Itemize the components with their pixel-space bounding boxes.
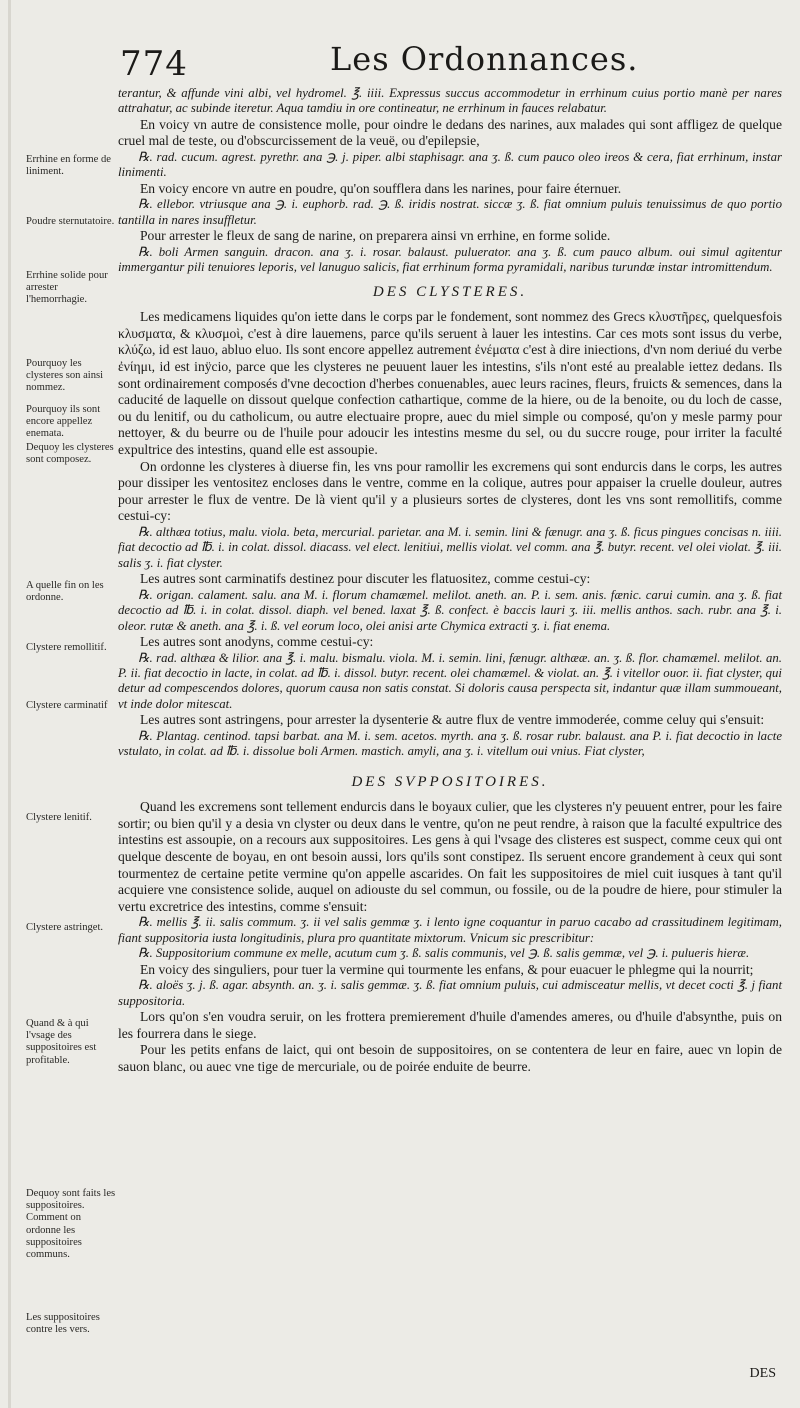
paragraph-vers: En voicy des singuliers, pour tuer la vermine qui tourmente les enfans, & pour euacuer le phlegme qui la nourrit;: [140, 961, 754, 977]
page-number: 774: [120, 44, 188, 84]
prescription-carminatif: ℞. origan. calament. salu. ana M. i. florum chamæmel. melilot. aneth. an. P. i. sem. anis. fænic. carui cumin. ana ʒ. ß. fiat decoctio ad ℔. i. in colat. dissol. diaph. vel bened. laxat ℥. ß. confect. è baccis lauri ʒ. iii. mellis anthos. sach. rubr. ana ℥. i. oleor. rutæ & aneth. ana ℥. i. ß. vel eorum loco, olei anisi arte Chymica extracti ʒ. i. fiat enema.: [118, 587, 782, 633]
prescription-suppositoire-commun: ℞. Suppositorium commune ex melle, acutum cum ʒ. ß. salis communis, vel ℈. ß. salis gemmæ, vel ℈. i. pulueris hieræ.: [138, 946, 750, 961]
margin-note-composez: Dequoy les clysteres sont composez.: [26, 442, 114, 466]
prescription-astringens: ℞. Plantag. centinod. tapsi barbat. ana M. i. sem. acetos. myrth. ana ʒ. ß. rosar rubr. balaust. ana P. i. fiat decoctio in lacte vstulato, in colat. ad ℔. i. dissolue boli Armen. mastich. amyli, ana ʒ. i. vitellum oui vnius. Fiat clyster,: [118, 728, 782, 759]
margin-note-lenitif: Clystere lenitif.: [26, 812, 92, 823]
continued-prescription: terantur, & affunde vini albi, vel hydromel. ℥. iiii. Expressus succus accommodetur in errhinum cuius portio manè per nares attrahatur, ac subinde iteretur. Aqua tamdiu in ore contineatur, ne errhinum in fauces relabatur.: [118, 86, 782, 116]
paragraph-astringens: Les autres sont astringens, pour arrester la dysenterie & autre flux de ventre immoderée, comme celuy qui s'ensuit:: [140, 712, 765, 728]
paragraph-clysteres: Les medicamens liquides qu'on iette dans le corps par le fondement, sont nommez des Grecs κλυστῆρες, quelquesfois κλυσματα, & κλυσμοὶ, c'est à dire lauemens, parce qu'ils seruent à lauer les intestins. Car ces mots sont issus du verbe, κλύζω, id est lauo, abluo eluo. Ils sont encore appellez autrement ἐνέματα c'est à dire iniections, d'vn nom deriué du verbe ἐνίημι, id est inÿcio, parce que les clysteres ne peuuent lauer les intestins, s'ils n'ont esté au prealable iettez dedans. Ils sont ordinairement composés d'vne decoction d'herbes conuenables, auec leurs racines, fleurs, fruicts & semences, dans la caducité de laquelle on dissout quelque confection cathartique, comme de la hiere, ou de la benoite, ou du loch de casse, ou du lenitif, ou du catholicum, ou autre electuaire propre, auec du miel simple ou composé, qu'on y mesle parmy pour nettoyer, & du beurre ou de l'huile pour adoucir les intestins mesme du sel, ou du succre rouge, pour irriter la faculté expultrice des intestins, quand elle est assoupie.: [118, 309, 782, 457]
prescription-anodyns: ℞. rad. althæa & lilior. ana ℥. i. malu. bismalu. viola. M. i. semin. lini, fænugr. althææ. an. ʒ. ß. flor. chamæmel. melilot. an. P. ii. fiat decoctio in lacte, in colat. ad ℔. i. dissol. butyr. recent. olei chamæmel. & violat. an. ℥. i vitellor ouor. ii. fiat clyster, qui detur ad compescendos dolores, quorum causa non satis constat. Si doloris causa perspecta sit, indantur quæ illam summoueant, vt inde dolor mitescat.: [118, 650, 782, 711]
paragraph-enfans: Pour les petits enfans de laict, qui ont besoin de suppositoires, on se contentera de leur en faire, auec vn lopin de sauon blanc, ou auec vne tige de mercuriale, ou de poirée enduite de beurre.: [118, 1042, 782, 1074]
margin-note-clysteres-nommez: Pourquoy les clysteres son ainsi nommez.: [26, 358, 104, 394]
main-text-column: [118, 86, 782, 1075]
prescription-vers: ℞. aloës ʒ. j. ß. agar. absynth. an. ʒ. i. salis gemmæ. ʒ. ß. fiat omnium puluis, cui admisceatur mellis, vt decet cocti ℥. j fiant suppositoria.: [118, 978, 782, 1008]
paragraph-anodyns: Les autres sont anodyns, comme cestui-cy:: [140, 633, 374, 649]
margin-note-vers: Les suppositoires contre les vers.: [26, 1312, 100, 1336]
running-title: Les Ordonnances.: [330, 40, 639, 78]
section-heading-clysteres: DES CLYSTERES.: [372, 283, 528, 300]
margin-note-poudre: Poudre sternutatoire.: [26, 216, 115, 227]
paragraph-suppositoires: Quand les excremens sont tellement endurcis dans le boyaux culier, que les clysteres n'y peuuent entrer, pour les faire sortir; ou bien qu'il y a desia vn clyster ou deux dans le ventre, qu'on ne peut rendre, à raison que la faculté expultrice des intestins est assoupie, on a recours aux suppositoires. Les gens à qui l'vsage des clisteres est suspect, comme ceux qui ont quelque descente de boyau, en ont besoin aussi, lors qu'ils sont constipez. Ils seruent encore grandement à ceux qui sont tourmentez de certaine petite vermine qu'on appelle ascarides. On fait les suppositoires de miel cuit iusques à tant qu'il acquiere vne consistence solide, auquel on adiouste du sel commun, ou fossile, ou de la poudre de hiere, pour stimuler la vertu excretrice des intestins, comme s'ensuit:: [118, 799, 782, 914]
prescription-remollitif: ℞. althæa totius, malu. viola. beta, mercurial. parietar. ana M. i. semin. lini & fænugr. ana ʒ. ß. ficus pingues concisas n. iiii. fiat decoctio ad ℔. i. in colat. dissol. diacass. vel elect. lenitiui, mellis violat. vel comm. ana ℥. butyr. recent. vel olei violat. ℥. iii. salis ʒ. i. fiat clyster.: [118, 524, 782, 570]
catchword: DES: [749, 1366, 776, 1381]
prescription-liniment: ℞. rad. cucum. agrest. pyrethr. ana ℈. j. piper. albi staphisagr. ana ʒ. ß. cum pauco oleo ireos & cera, fiat errhinum, instar linimenti.: [118, 150, 782, 180]
prescription-poudre: ℞. ellebor. vtriusque ana ℈. i. euphorb. rad. ℈. ß. iridis nostrat. siccæ ʒ. ß. fiat omnium puluis tenuissimus de quo portio tantilla in nares insuffletur.: [118, 197, 782, 227]
prescription-suppositoire-miel: ℞. mellis ℥. ii. salis commum. ʒ. ii vel salis gemmæ ʒ. i lento igne coquantur in paruo cacabo ad crassitudinem legitimam, fiant suppositoria iusta longitudinis, plura pro quantitate mixtorum. Vnicum sic prescribitur:: [118, 915, 782, 945]
paragraph-errhine-solide: Pour arrester le fleux de sang de narine, on preparera ainsi vn errhine, en forme solide.: [140, 228, 611, 244]
margin-note-remollitif: Clystere remollitif.: [26, 642, 107, 653]
paragraph-poudre: En voicy encore vn autre en poudre, qu'on soufflera dans les narines, pour faire éternuer.: [140, 180, 622, 196]
margin-note-astringent: Clystere astringet.: [26, 922, 104, 933]
prescription-errhine-solide: ℞. boli Armen sanguin. dracon. ana ʒ. i. rosar. balaust. puluerator. ana ʒ. ß. cum pauco album. oui simul agitentur immergantur pili tenuiores leporis, vel lanuguo salicis, fiat errhinum forma pyramidali, naribus turundæ instar intromittendum.: [118, 244, 782, 275]
margin-note-errhine-solide: Errhine solide pour arrester l'hemorrhagie.: [26, 270, 108, 306]
page-fold-shadow: [8, 0, 11, 1408]
paragraph-usage: Lors qu'on s'en voudra seruir, on les frottera premierement d'huile d'amendes ameres, ou d'huile d'absynthe, puis on les fourrera dans le siege.: [118, 1008, 782, 1041]
margin-note-suppositoires-faits: Dequoy sont faits les suppositoires. Comment on ordonne les suppositoires communs.: [26, 1188, 116, 1261]
margin-note-liniment: Errhine en forme de liniment.: [26, 154, 112, 178]
margin-note-carminatif: Clystere carminatif: [26, 700, 108, 711]
section-heading-suppositoires: DES SVPPOSITOIRES.: [351, 773, 549, 790]
margin-note-enemata: Pourquoy ils sont encore appellez enemata.: [26, 404, 101, 440]
paragraph-carminatif: Les autres sont carminatifs destinez pour discuter les flatuositez, comme cestui-cy:: [140, 571, 591, 587]
margin-note-suppositoires-usage: Quand & à qui l'vsage des suppositoires est profitable.: [26, 1018, 97, 1066]
paragraph-liniment: En voicy vn autre de consistence molle, pour oindre le dedans des narines, aux malades qui sont affligez de quelque cruel mal de teste, ou d'obscurcissement de la veuë, ou d'epilepsie,: [118, 116, 782, 149]
paragraph-fins: On ordonne les clysteres à diuerse fin, les vns pour ramollir les excremens qui sont endurcis dans le corps, les autres pour dissiper les ventositez encloses dans le ventre, comme en la colique, autres pour appaiser la cruelle douleur, autres pour arrester le flux de ventre. De là vient qu'il y a plusieurs sortes de clysteres, dont les vns sont remollitifs, comme cestui-cy:: [118, 458, 782, 524]
margin-note-quelle-fin: A quelle fin on les ordonne.: [26, 580, 104, 604]
